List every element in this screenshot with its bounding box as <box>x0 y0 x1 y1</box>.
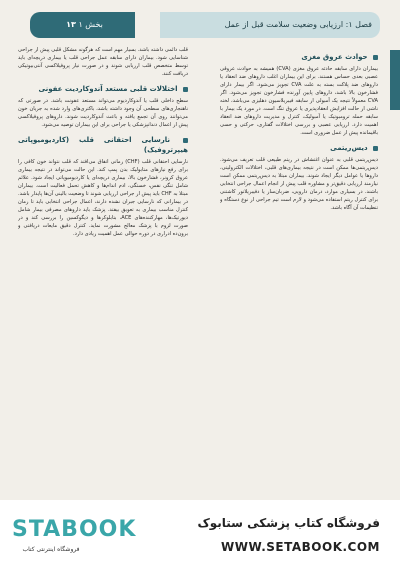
store-footer <box>0 500 400 574</box>
store-logo[interactable] <box>12 514 137 562</box>
store-logo-caption: فروشگاه اینترنتی کتاب <box>22 546 80 553</box>
heading-endocarditis <box>18 84 188 94</box>
heading-chf-text: نارسایی احتقانی قلب (کاردیومیوپاتی هیپرتروفیک) <box>18 136 188 154</box>
heading-cerebrovascular <box>220 52 378 62</box>
heading-bullet-icon <box>183 87 188 92</box>
section-label: بخش ۱ <box>78 20 103 29</box>
heading-dysrhythmia <box>220 143 378 153</box>
store-title: فروشگاه کتاب پزشکی ستابوک <box>197 516 380 530</box>
section-label-tab <box>30 12 135 38</box>
heading-dysrhythmia-text: دیس‌ریتمی <box>330 144 368 152</box>
heading-bullet-icon <box>373 55 378 60</box>
heading-chf <box>18 135 188 155</box>
heading-bullet-icon <box>373 146 378 151</box>
paragraph-chf: نارسایی احتقانی قلب (CHF) زمانی اتفاق می‌افتد که قلب نتواند خون کافی را برای رفع نیازهای متابولیک بدن پمپ کند. این حالت می‌تواند در نتیجه بیماری عروق کرونر، فشارخون بالا، بیماری دریچه‌ای یا کاردیومیوپاتی ایجاد شود. علائم شامل تنگی نفس، خستگی، ادم اندام‌ها و کاهش تحمل فعالیت است. بیماران مبتلا به CHF باید پیش از جراحی ارزیابی شوند تا وضعیت بالینی آن‌ها پایدار باشد. در بیمارانی که نارسایی جبران نشده دارند، اعمال جراحی انتخابی باید تا زمان کنترل مناسب بیماری به تعویق بیفتد. پزشک باید داروهای مصرفی بیمار شامل دیورتیک‌ها، مهارکننده‌های ACE، بتابلوکرها و دیگوکسین را بررسی کند و در صورت لزوم با پزشک معالج مشورت نماید. کنترل دقیق مایعات دریافتی و برون‌ده ادراری در دوره حوالی عمل اهمیت زیادی دارد. <box>18 159 188 237</box>
store-url-link[interactable]: WWW.SETABOOK.COM <box>220 540 380 554</box>
paragraph-cerebrovascular: بیماران دارای سابقه حادثه عروق مغزی (CVA) همیشه به حوادث عروقی عصبی بعدی حساس هستند. برای این بیماران اغلب داروهای ضد انعقاد یا داروهای ضد پلاکت بسته به علت CVA تجویز می‌شود. اگر بیمار دارای فشارخون بالا باشد، داروهای پایین آورنده فشارخون تجویز می‌شود. اگر CVA معمولاً نتیجه یک آمبولی از سابقه فیبریلاسیون دهلیزی می‌باشد، لخته ناشی از حالت افزایش انعقادپذیری یا عروق تنگ است. در مورد یک بیمار با سابقه حمله ترومبوتیک یا آمبولیک، کنترل و مدیریت داروهای ضد انعقاد اهمیت دارد. ارزیابی عصبی و بررسی اختلالات گفتاری، حرکتی و حسی باقیمانده پیش از عمل ضروری است. <box>220 66 378 136</box>
left-text-column <box>18 46 188 486</box>
heading-bullet-icon <box>183 138 188 143</box>
chapter-title: فصل ۱: ارزیابی وضعیت سلامت قبل از عمل <box>160 12 380 38</box>
paragraph-endocarditis: سطح داخلی قلب یا آندوکاردیوم می‌تواند مستعد عفونت باشد. در صورتی که ناهنجاری‌های سطحی آن وجود داشته باشد، باکتری‌های وارد شده به جریان خون می‌توانند روی آن تجمع یافته و باعث آندوکاردیت شوند. داروهای پروفیلاکسی پیش از اعمال دندانپزشکی یا جراحی برای این بیماران توصیه می‌شود. <box>18 98 188 128</box>
paragraph-dysrhythmia: دیس‌ریتمی قلبی به عنوان اغتشاش در ریتم طبیعی قلب تعریف می‌شود. دیس‌ریتمی‌ها ممکن است در نتیجه بیماری‌های قلبی، اختلالات الکترولیتی، داروها یا عوامل دیگر ایجاد شوند. بیماران مبتلا به دیس‌ریتمی ممکن است نیازمند ارزیابی دقیق‌تر و مشاوره قلب پیش از انجام اعمال جراحی انتخابی باشند. در بسیاری موارد، درمان دارویی، ضربان‌ساز یا دفیبریلاتور کاشتنی برای کنترل ریتم استفاده می‌شود و لازم است تیم جراحی از نوع دستگاه و تنظیمات آن آگاه باشد. <box>220 157 378 211</box>
heading-endocarditis-text: اختلالات قلبی مستعد آندوکاردیت عفونی <box>38 85 178 93</box>
heading-cerebrovascular-text: حوادث عروق مغزی <box>301 53 368 61</box>
side-color-strip <box>390 50 400 110</box>
paragraph-intro: قلب دائمی داشته باشد. بسیار مهم است که هرگونه مشکل قلبی پیش از جراحی شناسایی شود. بیماران دارای سابقه عمل جراحی قلب یا بیماری دریچه‌ای باید توسط متخصص قلب ارزیابی شوند و در صورت نیاز پروفیلاکسی آنتی‌بیوتیکی دریافت کنند. <box>18 47 188 77</box>
right-text-column <box>220 46 378 486</box>
page-header <box>30 12 380 38</box>
page-number: ۱۳ <box>66 20 76 29</box>
store-logo-icon: STABOOK <box>12 517 137 542</box>
